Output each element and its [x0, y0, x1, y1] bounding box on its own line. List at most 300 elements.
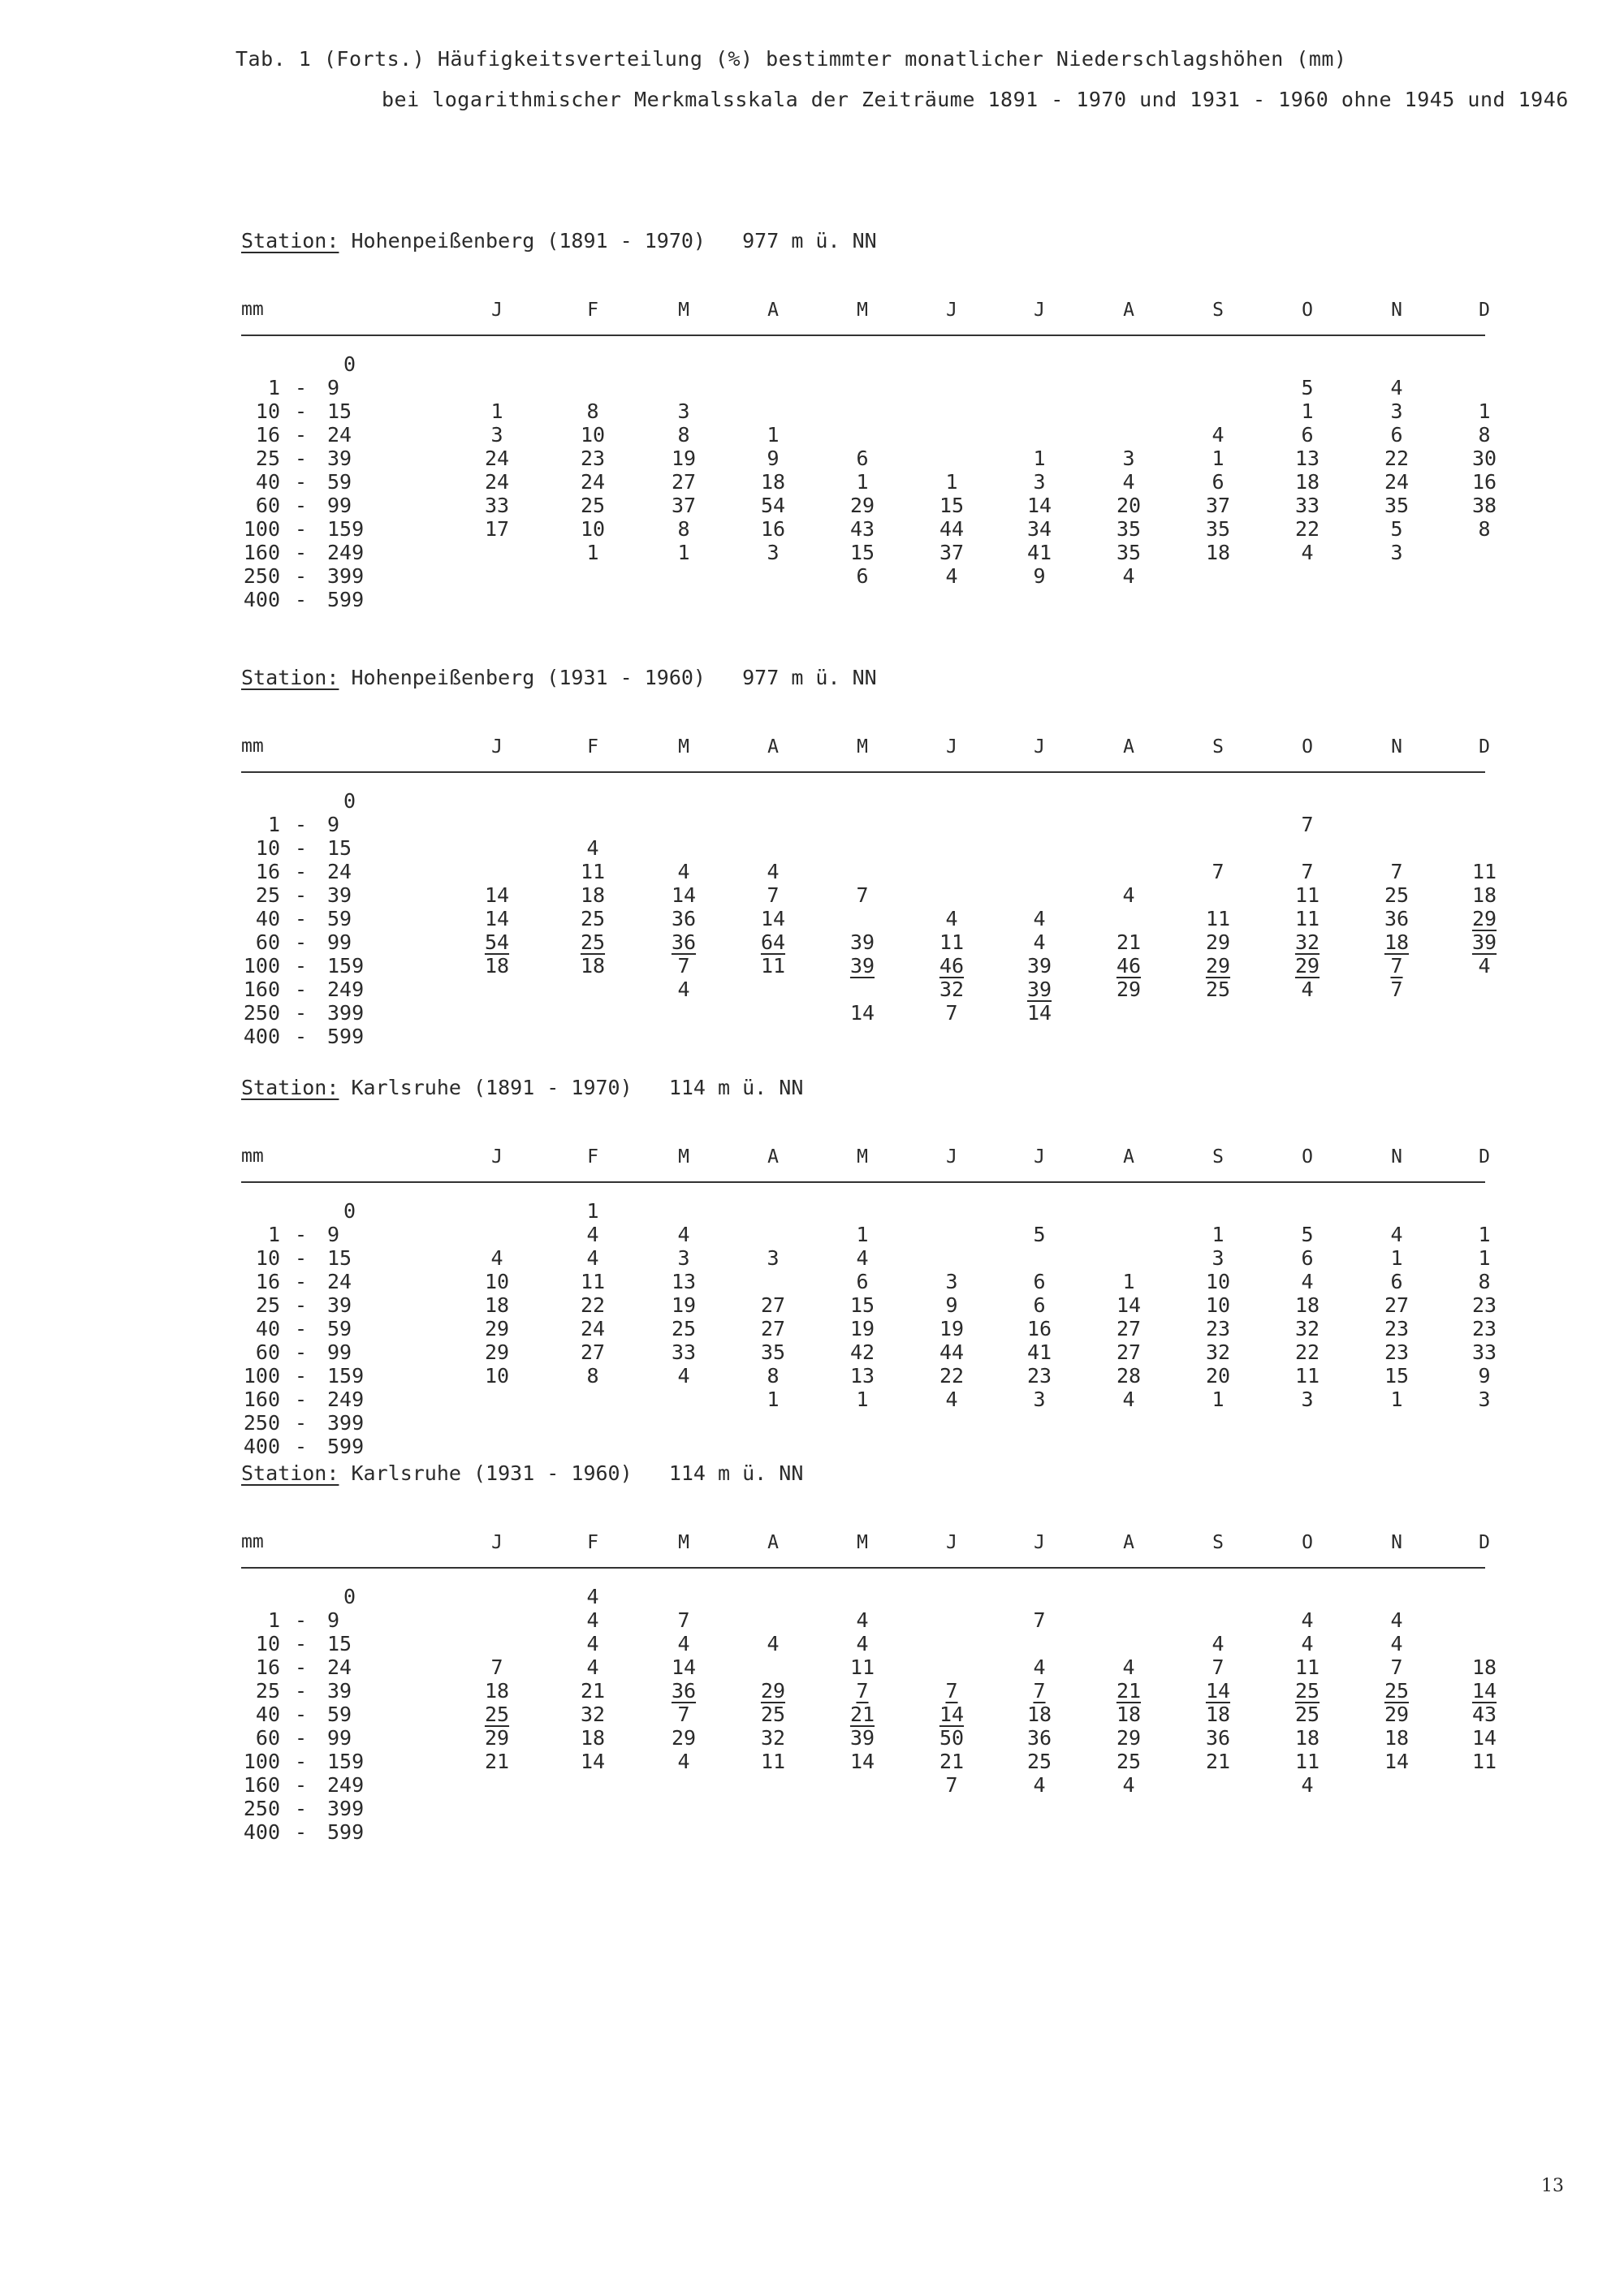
table-cell: 39 — [849, 1726, 875, 1750]
table-cell: 1 — [677, 541, 690, 564]
month-header: J — [1034, 736, 1045, 758]
station-info: Hohenpeißenberg (1891 - 1970) 977 m ü. NN — [351, 229, 877, 253]
table-cell: 21 — [939, 1750, 965, 1773]
table-cell: 10 — [484, 1270, 510, 1293]
table-cell: 24 — [484, 447, 510, 470]
table-cell: 39 — [1026, 978, 1052, 1001]
month-header: J — [946, 1532, 957, 1553]
table-row — [0, 447, 1624, 470]
class-lower-bound: 160 — [243, 978, 280, 1001]
class-lower-bound: 25 — [255, 1679, 280, 1703]
table-cell: 54 — [760, 494, 786, 517]
table-cell: 10 — [580, 517, 606, 541]
station-heading — [241, 1461, 803, 1485]
month-header: A — [767, 1532, 779, 1553]
table-cell: 4 — [1301, 1773, 1314, 1797]
class-upper-bound: 39 — [327, 883, 352, 907]
table-cell: 6 — [856, 564, 869, 588]
table-row — [0, 1364, 1624, 1388]
table-cell: 1 — [1390, 1246, 1403, 1270]
table-cell: 7 — [1390, 978, 1403, 1001]
class-upper-bound: 99 — [327, 930, 352, 954]
table-row — [0, 1750, 1624, 1773]
class-upper-bound: 599 — [327, 588, 365, 611]
table-cell: 29 — [1116, 1726, 1142, 1750]
class-dash: - — [295, 1773, 308, 1797]
class-lower-bound: 10 — [255, 399, 280, 423]
table-cell: 1 — [1212, 1223, 1224, 1246]
class-lower-bound: 16 — [255, 1270, 280, 1293]
table-cell: 7 — [1033, 1679, 1046, 1703]
table-cell: 4 — [1033, 930, 1046, 954]
class-lower-bound: 40 — [255, 470, 280, 494]
class-dash: - — [295, 1340, 308, 1364]
table-cell: 1 — [1033, 447, 1046, 470]
class-dash: - — [295, 1364, 308, 1388]
table-cell: 4 — [677, 1750, 690, 1773]
table-cell: 29 — [484, 1340, 510, 1364]
table-row — [0, 470, 1624, 494]
table-cell: 27 — [671, 470, 697, 494]
table-row — [0, 1025, 1624, 1048]
table-cell: 29 — [1384, 1703, 1410, 1726]
table-cell: 32 — [1205, 1340, 1231, 1364]
table-cell: 3 — [677, 1246, 690, 1270]
table-cell: 14 — [671, 883, 697, 907]
table-cell: 4 — [856, 1608, 869, 1632]
table-cell: 32 — [1294, 930, 1320, 954]
table-cell: 4 — [586, 1585, 599, 1608]
station-info: Hohenpeißenberg (1931 - 1960) 977 m ü. NN — [351, 666, 877, 689]
table-cell: 1 — [1478, 399, 1491, 423]
table-cell: 27 — [760, 1293, 786, 1317]
table-cell: 14 — [760, 907, 786, 930]
table-cell: 14 — [671, 1655, 697, 1679]
month-header: J — [491, 1146, 503, 1168]
table-cell: 6 — [1390, 1270, 1403, 1293]
class-upper-bound: 599 — [327, 1820, 365, 1844]
table-cell: 18 — [580, 1726, 606, 1750]
class-lower-bound: 40 — [255, 907, 280, 930]
table-cell: 23 — [1205, 1317, 1231, 1340]
class-upper-bound: 599 — [327, 1025, 365, 1048]
table-cell: 36 — [671, 1679, 697, 1703]
class-dash: - — [295, 1025, 308, 1048]
table-cell: 1 — [1212, 447, 1224, 470]
table-cell: 23 — [1471, 1317, 1497, 1340]
class-dash: - — [295, 1797, 308, 1820]
table-cell: 8 — [677, 517, 690, 541]
table-cell: 18 — [1116, 1703, 1142, 1726]
table-cell: 19 — [671, 1293, 697, 1317]
table-cell: 16 — [760, 517, 786, 541]
month-header: J — [946, 300, 957, 321]
table-cell: 35 — [1205, 517, 1231, 541]
table-cell: 11 — [1471, 860, 1497, 883]
table-cell: 4 — [1301, 978, 1314, 1001]
page-number: 13 — [1541, 2176, 1564, 2196]
class-dash: - — [295, 1726, 308, 1750]
table-cell: 11 — [580, 1270, 606, 1293]
table-cell: 37 — [1205, 494, 1231, 517]
class-lower-bound: 250 — [243, 1411, 280, 1435]
table-cell: 25 — [1384, 1679, 1410, 1703]
month-header: M — [857, 736, 868, 758]
class-dash: - — [295, 860, 308, 883]
class-dash: - — [295, 954, 308, 978]
class-upper-bound: 0 — [343, 1585, 356, 1608]
table-cell: 14 — [849, 1001, 875, 1025]
class-dash: - — [295, 470, 308, 494]
table-cell: 7 — [1390, 954, 1403, 978]
table-cell: 7 — [945, 1773, 958, 1797]
month-header: A — [767, 300, 779, 321]
station-info: Karlsruhe (1891 - 1970) 114 m ü. NN — [351, 1076, 804, 1099]
header-rule — [241, 1567, 1485, 1569]
class-lower-bound: 60 — [255, 1340, 280, 1364]
class-upper-bound: 15 — [327, 1632, 352, 1655]
table-cell: 9 — [767, 447, 780, 470]
table-cell: 18 — [1294, 470, 1320, 494]
table-row — [0, 907, 1624, 930]
table-cell: 39 — [849, 930, 875, 954]
table-cell: 39 — [1026, 954, 1052, 978]
table-cell: 29 — [760, 1679, 786, 1703]
month-header: N — [1391, 300, 1402, 321]
table-cell: 4 — [945, 907, 958, 930]
table-cell: 3 — [1390, 541, 1403, 564]
table-cell: 4 — [1033, 1773, 1046, 1797]
table-cell: 19 — [939, 1317, 965, 1340]
table-cell: 24 — [580, 470, 606, 494]
table-cell: 7 — [1390, 1655, 1403, 1679]
class-lower-bound: 400 — [243, 1435, 280, 1458]
table-cell: 8 — [1478, 517, 1491, 541]
table-cell: 9 — [1478, 1364, 1491, 1388]
table-cell: 16 — [1471, 470, 1497, 494]
table-cell: 1 — [945, 470, 958, 494]
station-heading — [241, 1076, 803, 1099]
table-cell: 18 — [484, 1293, 510, 1317]
class-lower-bound: 25 — [255, 883, 280, 907]
table-cell: 29 — [1205, 930, 1231, 954]
class-dash: - — [295, 1411, 308, 1435]
table-cell: 46 — [939, 954, 965, 978]
table-cell: 7 — [1212, 860, 1224, 883]
class-dash: - — [295, 1435, 308, 1458]
table-cell: 1 — [856, 1388, 869, 1411]
table-cell: 10 — [1205, 1270, 1231, 1293]
month-header: A — [1123, 1146, 1134, 1168]
class-lower-bound: 60 — [255, 494, 280, 517]
table-cell: 34 — [1026, 517, 1052, 541]
month-header: J — [946, 1146, 957, 1168]
table-cell: 18 — [484, 954, 510, 978]
table-cell: 25 — [1294, 1679, 1320, 1703]
table-cell: 7 — [856, 883, 869, 907]
month-header: A — [767, 1146, 779, 1168]
table-cell: 8 — [586, 1364, 599, 1388]
table-cell: 4 — [586, 1246, 599, 1270]
class-dash: - — [295, 1820, 308, 1844]
table-body — [0, 789, 1624, 1049]
table-cell: 25 — [580, 494, 606, 517]
table-row — [0, 1797, 1624, 1820]
class-upper-bound: 399 — [327, 1411, 365, 1435]
table-cell: 18 — [1471, 1655, 1497, 1679]
table-cell: 4 — [586, 1223, 599, 1246]
table-cell: 6 — [1212, 470, 1224, 494]
table-cell: 8 — [677, 423, 690, 447]
table-cell: 21 — [580, 1679, 606, 1703]
table-cell: 4 — [1122, 1655, 1135, 1679]
column-header-row — [0, 1146, 1624, 1170]
month-header: A — [1123, 736, 1134, 758]
table-row — [0, 930, 1624, 954]
table-cell: 14 — [1471, 1726, 1497, 1750]
table-cell: 7 — [945, 1679, 958, 1703]
table-cell: 4 — [767, 860, 780, 883]
unit-header: mm — [241, 1531, 264, 1552]
unit-header: mm — [241, 1146, 264, 1167]
table-cell: 9 — [945, 1293, 958, 1317]
table-cell: 22 — [580, 1293, 606, 1317]
table-row — [0, 1340, 1624, 1364]
table-row — [0, 1703, 1624, 1726]
class-lower-bound: 10 — [255, 836, 280, 860]
month-header: S — [1212, 1146, 1224, 1168]
table-cell: 36 — [1026, 1726, 1052, 1750]
table-cell: 19 — [671, 447, 697, 470]
class-upper-bound: 99 — [327, 1340, 352, 1364]
table-cell: 6 — [1033, 1270, 1046, 1293]
table-row — [0, 883, 1624, 907]
table-cell: 1 — [586, 1199, 599, 1223]
class-dash: - — [295, 1246, 308, 1270]
class-upper-bound: 99 — [327, 494, 352, 517]
table-cell: 4 — [1301, 1632, 1314, 1655]
class-upper-bound: 9 — [327, 1608, 340, 1632]
class-upper-bound: 9 — [327, 813, 340, 836]
table-cell: 24 — [1384, 470, 1410, 494]
table-cell: 14 — [1384, 1750, 1410, 1773]
class-upper-bound: 59 — [327, 1703, 352, 1726]
table-cell: 25 — [1205, 978, 1231, 1001]
class-upper-bound: 24 — [327, 860, 352, 883]
table-cell: 14 — [580, 1750, 606, 1773]
table-cell: 29 — [1205, 954, 1231, 978]
table-cell: 15 — [1384, 1364, 1410, 1388]
class-dash: - — [295, 517, 308, 541]
class-dash: - — [295, 423, 308, 447]
table-row — [0, 1223, 1624, 1246]
table-cell: 36 — [1384, 907, 1410, 930]
class-lower-bound: 160 — [243, 1388, 280, 1411]
table-cell: 50 — [939, 1726, 965, 1750]
table-cell: 6 — [856, 1270, 869, 1293]
class-upper-bound: 15 — [327, 836, 352, 860]
table-cell: 4 — [677, 1364, 690, 1388]
class-upper-bound: 0 — [343, 352, 356, 376]
station-heading — [241, 229, 877, 253]
table-row — [0, 978, 1624, 1001]
table-cell: 7 — [677, 954, 690, 978]
table-cell: 8 — [1478, 423, 1491, 447]
table-cell: 17 — [484, 517, 510, 541]
table-cell: 18 — [1205, 1703, 1231, 1726]
table-cell: 1 — [1478, 1246, 1491, 1270]
table-cell: 18 — [580, 883, 606, 907]
table-row — [0, 352, 1624, 376]
table-cell: 29 — [1116, 978, 1142, 1001]
class-dash: - — [295, 1655, 308, 1679]
table-row — [0, 494, 1624, 517]
station-label: Station: — [241, 1076, 339, 1099]
station-table-2 — [0, 666, 1624, 1047]
table-cell: 25 — [671, 1317, 697, 1340]
table-cell: 14 — [1471, 1679, 1497, 1703]
month-header: N — [1391, 1146, 1402, 1168]
table-cell: 18 — [1205, 541, 1231, 564]
class-lower-bound: 60 — [255, 1726, 280, 1750]
table-cell: 1 — [856, 470, 869, 494]
class-upper-bound: 59 — [327, 907, 352, 930]
month-header: M — [857, 300, 868, 321]
month-header: J — [946, 736, 957, 758]
table-cell: 1 — [1478, 1223, 1491, 1246]
table-cell: 4 — [586, 1632, 599, 1655]
table-cell: 4 — [1212, 1632, 1224, 1655]
class-upper-bound: 249 — [327, 1773, 365, 1797]
table-cell: 14 — [1205, 1679, 1231, 1703]
table-cell: 37 — [671, 494, 697, 517]
table-body — [0, 352, 1624, 612]
month-header: O — [1302, 1532, 1313, 1553]
table-cell: 33 — [1471, 1340, 1497, 1364]
table-cell: 10 — [580, 423, 606, 447]
table-row — [0, 1655, 1624, 1679]
table-row — [0, 789, 1624, 813]
station-label: Station: — [241, 666, 339, 689]
month-header: A — [767, 736, 779, 758]
month-header: M — [857, 1532, 868, 1553]
table-row — [0, 423, 1624, 447]
table-row — [0, 813, 1624, 836]
class-lower-bound: 250 — [243, 564, 280, 588]
table-cell: 6 — [1390, 423, 1403, 447]
class-upper-bound: 159 — [327, 1364, 365, 1388]
class-lower-bound: 400 — [243, 1025, 280, 1048]
table-cell: 43 — [849, 517, 875, 541]
station-label: Station: — [241, 1461, 339, 1485]
table-cell: 7 — [1390, 860, 1403, 883]
table-cell: 18 — [1026, 1703, 1052, 1726]
column-header-row — [0, 299, 1624, 323]
table-cell: 4 — [1390, 1632, 1403, 1655]
table-cell: 23 — [1471, 1293, 1497, 1317]
table-cell: 8 — [767, 1364, 780, 1388]
table-cell: 1 — [586, 541, 599, 564]
table-cell: 4 — [945, 564, 958, 588]
class-upper-bound: 39 — [327, 1293, 352, 1317]
table-cell: 3 — [1390, 399, 1403, 423]
table-cell: 21 — [1205, 1750, 1231, 1773]
table-cell: 20 — [1116, 494, 1142, 517]
table-cell: 18 — [1294, 1293, 1320, 1317]
month-header: N — [1391, 1532, 1402, 1553]
table-cell: 35 — [760, 1340, 786, 1364]
table-cell: 4 — [1033, 1655, 1046, 1679]
table-cell: 44 — [939, 1340, 965, 1364]
table-row — [0, 564, 1624, 588]
table-cell: 4 — [677, 1632, 690, 1655]
station-table-1 — [0, 229, 1624, 611]
table-cell: 11 — [760, 954, 786, 978]
table-cell: 1 — [490, 399, 503, 423]
class-lower-bound: 100 — [243, 954, 280, 978]
table-cell: 4 — [677, 860, 690, 883]
table-cell: 25 — [1116, 1750, 1142, 1773]
class-upper-bound: 249 — [327, 541, 365, 564]
table-row — [0, 1679, 1624, 1703]
header-rule — [241, 335, 1485, 336]
table-cell: 14 — [484, 907, 510, 930]
month-header: F — [587, 300, 598, 321]
month-header: F — [587, 736, 598, 758]
table-cell: 32 — [939, 978, 965, 1001]
month-header: J — [491, 300, 503, 321]
table-cell: 5 — [1301, 1223, 1314, 1246]
table-row — [0, 1411, 1624, 1435]
unit-header: mm — [241, 299, 264, 320]
class-dash: - — [295, 930, 308, 954]
table-cell: 4 — [1122, 1388, 1135, 1411]
table-cell: 4 — [856, 1632, 869, 1655]
table-cell: 11 — [939, 930, 965, 954]
class-lower-bound: 25 — [255, 447, 280, 470]
table-cell: 7 — [945, 1001, 958, 1025]
table-cell: 6 — [1301, 1246, 1314, 1270]
class-dash: - — [295, 1632, 308, 1655]
table-cell: 11 — [1471, 1750, 1497, 1773]
month-header: J — [1034, 300, 1045, 321]
table-cell: 18 — [580, 954, 606, 978]
table-cell: 3 — [677, 399, 690, 423]
class-dash: - — [295, 1679, 308, 1703]
table-cell: 1 — [1212, 1388, 1224, 1411]
class-dash: - — [295, 1703, 308, 1726]
table-body — [0, 1199, 1624, 1459]
table-cell: 5 — [1390, 517, 1403, 541]
class-dash: - — [295, 1750, 308, 1773]
table-row — [0, 860, 1624, 883]
table-cell: 7 — [1212, 1655, 1224, 1679]
table-cell: 35 — [1116, 517, 1142, 541]
table-cell: 36 — [671, 930, 697, 954]
class-lower-bound: 40 — [255, 1317, 280, 1340]
table-row — [0, 1388, 1624, 1411]
table-row — [0, 1585, 1624, 1608]
table-cell: 18 — [484, 1679, 510, 1703]
class-upper-bound: 39 — [327, 1679, 352, 1703]
table-cell: 1 — [1301, 399, 1314, 423]
table-cell: 11 — [1205, 907, 1231, 930]
month-header: M — [857, 1146, 868, 1168]
class-lower-bound: 60 — [255, 930, 280, 954]
table-cell: 33 — [484, 494, 510, 517]
class-upper-bound: 249 — [327, 978, 365, 1001]
month-header: F — [587, 1532, 598, 1553]
